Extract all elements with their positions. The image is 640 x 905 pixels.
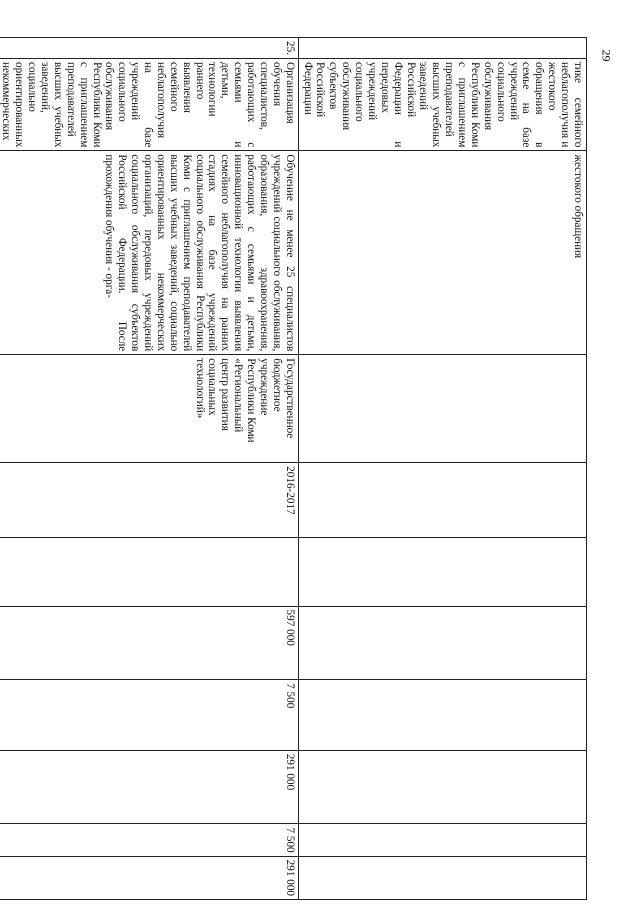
amount-cell <box>298 750 586 824</box>
row-number: 25. <box>0 38 298 59</box>
rotated-table-container <box>0 37 587 900</box>
amount-cell: 597 000 <box>0 606 298 680</box>
page-number: 29 <box>599 49 614 62</box>
amount-cell: 7 500 <box>0 680 298 751</box>
table-row <box>298 38 586 900</box>
amount-cell <box>298 680 586 751</box>
amount-cell: 7 500 <box>0 824 298 856</box>
activity-description: Обучение не менее 25 специалистов учреждений социального обслуживания, образования, здравоохранения, работающих с семьями и детьми, инновационной технологии выявления семейного неблагополучия на ранних стадиях на базе учреждений социального обслуживания Республики Коми с приглашением преподавателей высших учебных заведений, социально ориентированных некоммерческих организаций, передовых учреждений социального обслуживания субъектов Российской Федерации. После прохождения обучения - орга- <box>0 151 298 355</box>
term: 2016-2017 <box>0 463 298 538</box>
term <box>298 463 586 538</box>
activity-name: Организация обучения специалистов, работающих с семьями и детьми, технологии раннего выявления семейного неблагополучия на базе учреждений социального обслуживания Республики Коми с приглашением преподавателей высших учебных заведений, социально ориентированных некоммерческих <box>0 58 298 150</box>
executor: Государственное бюджетное учреждение Республики Коми «Региональный центр развития социальных технологий» <box>0 355 298 463</box>
executor <box>298 355 586 463</box>
amount-cell: 291 000 <box>0 856 298 899</box>
row-number <box>298 38 586 59</box>
amount-cell: 291 000 <box>0 750 298 824</box>
activity-description: жестокого обращения <box>298 151 586 355</box>
amount-cell <box>298 856 586 899</box>
activity-name: тике семейного неблагополучия и жестокого обращения в семье на базе учреждений социального обслуживания Республики Коми с приглашением преподавателей высших учебных заведений Российской Федерации и передовых учреждений социального обслуживания субъектов Российской Федерации <box>298 58 586 150</box>
amount-cell <box>298 824 586 856</box>
document-table <box>0 37 587 900</box>
table-row <box>0 38 298 900</box>
amount-cell <box>298 538 586 606</box>
amount-cell <box>0 538 298 606</box>
amount-cell <box>298 606 586 680</box>
